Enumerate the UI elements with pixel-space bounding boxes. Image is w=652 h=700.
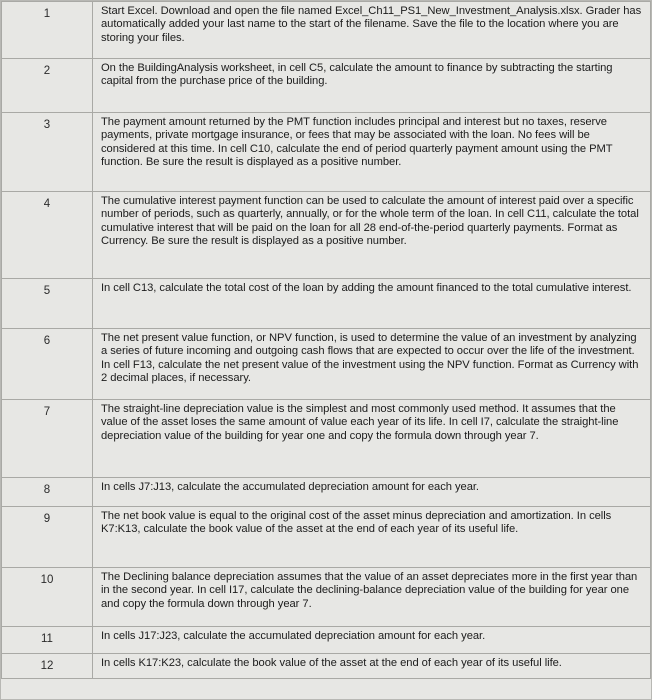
step-number: 4 bbox=[2, 192, 93, 279]
step-text: In cell C13, calculate the total cost of the loan by adding the amount financed to the total cumulative interest. bbox=[93, 279, 651, 329]
table-row bbox=[2, 654, 651, 679]
table-row bbox=[2, 192, 651, 279]
step-number: 8 bbox=[2, 478, 93, 507]
step-text: In cells J7:J13, calculate the accumulated depreciation amount for each year. bbox=[93, 478, 651, 507]
step-text: The cumulative interest payment function can be used to calculate the amount of interest paid over a specific number of periods, such as quarterly, annually, or for the whole term of the loan. In cell C11, calculate the total cumulative interest that will be paid on the loan for all 28 end-of-the-period quarterly payments. Format as Currency. Be sure the result is displayed as a positive number. bbox=[93, 192, 651, 279]
step-number: 11 bbox=[2, 627, 93, 654]
step-number: 3 bbox=[2, 113, 93, 192]
table-row bbox=[2, 400, 651, 478]
table-row bbox=[2, 507, 651, 568]
step-number: 5 bbox=[2, 279, 93, 329]
step-number: 12 bbox=[2, 654, 93, 679]
step-text: The net book value is equal to the original cost of the asset minus depreciation and amortization. In cells K7:K13, calculate the book value of the asset at the end of each year of its useful life. bbox=[93, 507, 651, 568]
step-text: Start Excel. Download and open the file named Excel_Ch11_PS1_New_Investment_Analysis.xlsx. Grader has automatically added your last name to the start of the filename. Save the file to the location where you are storing your files. bbox=[93, 2, 651, 59]
step-number: 6 bbox=[2, 329, 93, 400]
table-row bbox=[2, 568, 651, 627]
step-text: The net present value function, or NPV function, is used to determine the value of an investment by analyzing a series of future incoming and outgoing cash flows that are expected to occur over the life of the investment. In cell F13, calculate the net present value of the investment using the NPV function. Format as Currency with 2 decimal places, if necessary. bbox=[93, 329, 651, 400]
step-number: 9 bbox=[2, 507, 93, 568]
step-number: 7 bbox=[2, 400, 93, 478]
step-text: In cells K17:K23, calculate the book value of the asset at the end of each year of its useful life. bbox=[93, 654, 651, 679]
step-text: On the BuildingAnalysis worksheet, in cell C5, calculate the amount to finance by subtracting the starting capital from the purchase price of the building. bbox=[93, 59, 651, 113]
table-row bbox=[2, 2, 651, 59]
step-text: The straight-line depreciation value is the simplest and most commonly used method. It assumes that the value of the asset loses the same amount of value each year of its life. In cell I7, calculate the straight-line depreciation value of the building for year one and copy the formula down through year 7. bbox=[93, 400, 651, 478]
step-text: The Declining balance depreciation assumes that the value of an asset depreciates more in the first year than in the second year. In cell I17, calculate the declining-balance depreciation value of the building for year one and copy the formula down through year 7. bbox=[93, 568, 651, 627]
step-text: In cells J17:J23, calculate the accumulated depreciation amount for each year. bbox=[93, 627, 651, 654]
table-row bbox=[2, 478, 651, 507]
step-text: The payment amount returned by the PMT function includes principal and interest but no taxes, reserve payments, private mortgage insurance, or fees that may be associated with the loan. No fees will be considered at this time. In cell C10, calculate the end of period quarterly payment amount using the PMT function. Be sure the result is displayed as a positive number. bbox=[93, 113, 651, 192]
step-number: 1 bbox=[2, 2, 93, 59]
step-number: 2 bbox=[2, 59, 93, 113]
table-row bbox=[2, 59, 651, 113]
table-row bbox=[2, 329, 651, 400]
table-row bbox=[2, 113, 651, 192]
step-number: 10 bbox=[2, 568, 93, 627]
instructions-table bbox=[1, 1, 651, 679]
table-row bbox=[2, 279, 651, 329]
table-row bbox=[2, 627, 651, 654]
